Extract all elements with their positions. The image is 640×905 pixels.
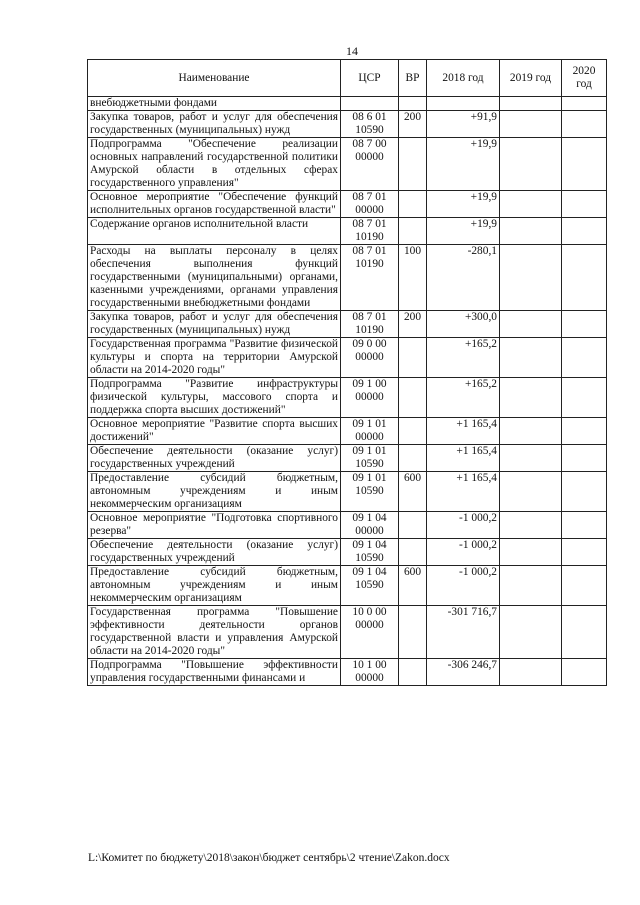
cell-name: Подпрограмма "Повышение эффективности управления государственными финансами и [88, 659, 341, 686]
cell-csr: 09 1 01 10590 [341, 472, 399, 512]
cell-csr: 08 7 00 00000 [341, 138, 399, 191]
cell-y2018: -1 000,2 [427, 566, 500, 606]
cell-vr [399, 606, 427, 659]
cell-y2018: -306 246,7 [427, 659, 500, 686]
table-row [88, 338, 607, 378]
cell-csr: 09 1 04 00000 [341, 512, 399, 539]
cell-vr: 600 [399, 566, 427, 606]
cell-y2018: +1 165,4 [427, 418, 500, 445]
cell-y2019 [500, 138, 562, 191]
footer-file-path: L:\Комитет по бюджету\2018\закон\бюджет сентябрь\2 чтение\Zakon.docx [88, 852, 450, 864]
header-name: Наименование [88, 60, 341, 97]
cell-name: Подпрограмма "Обеспечение реализации основных направлений государственной политики Амурской области в отдельных сферах государственного управления" [88, 138, 341, 191]
table-row [88, 378, 607, 418]
cell-y2020 [562, 539, 607, 566]
cell-name: внебюджетными фондами [88, 97, 341, 111]
cell-vr [399, 418, 427, 445]
cell-name: Расходы на выплаты персоналу в целях обеспечения выполнения функций государственными (муниципальными) органами, казенными учреждениями, органами управления государственными внебюджетными фондами [88, 245, 341, 311]
cell-y2019 [500, 191, 562, 218]
cell-csr: 08 7 01 10190 [341, 245, 399, 311]
header-vr: ВР [399, 60, 427, 97]
cell-y2020 [562, 97, 607, 111]
cell-name: Предоставление субсидий бюджетным, автономным учреждениям и иным некоммерческим организациям [88, 566, 341, 606]
cell-y2018: +165,2 [427, 378, 500, 418]
cell-vr [399, 97, 427, 111]
table-row [88, 111, 607, 138]
cell-csr: 09 1 00 00000 [341, 378, 399, 418]
cell-csr: 08 7 01 10190 [341, 218, 399, 245]
cell-vr [399, 218, 427, 245]
cell-name: Содержание органов исполнительной власти [88, 218, 341, 245]
cell-vr: 200 [399, 311, 427, 338]
cell-vr: 600 [399, 472, 427, 512]
cell-name: Государственная программа "Развитие физической культуры и спорта на территории Амурской области на 2014-2020 годы" [88, 338, 341, 378]
cell-y2020 [562, 512, 607, 539]
cell-name: Основное мероприятие "Обеспечение функций исполнительных органов государственной власти" [88, 191, 341, 218]
cell-y2018: -1 000,2 [427, 539, 500, 566]
table-header-row [88, 60, 607, 97]
cell-name: Закупка товаров, работ и услуг для обеспечения государственных (муниципальных) нужд [88, 111, 341, 138]
cell-y2020 [562, 218, 607, 245]
cell-name: Основное мероприятие "Развитие спорта высших достижений" [88, 418, 341, 445]
cell-y2020 [562, 566, 607, 606]
cell-name: Государственная программа "Повышение эффективности деятельности органов государственной власти и управления Амурской области на 2014-2020 годы" [88, 606, 341, 659]
cell-csr: 09 1 01 00000 [341, 418, 399, 445]
cell-name: Основное мероприятие "Подготовка спортивного резерва" [88, 512, 341, 539]
cell-name: Закупка товаров, работ и услуг для обеспечения государственных (муниципальных) нужд [88, 311, 341, 338]
table-row [88, 472, 607, 512]
cell-csr: 09 1 01 10590 [341, 445, 399, 472]
header-2018: 2018 год [427, 60, 500, 97]
cell-y2020 [562, 191, 607, 218]
cell-vr [399, 512, 427, 539]
cell-y2018: +1 165,4 [427, 472, 500, 512]
cell-name: Подпрограмма "Развитие инфраструктуры физической культуры, массового спорта и поддержка спорта высших достижений" [88, 378, 341, 418]
cell-y2020 [562, 445, 607, 472]
cell-y2020 [562, 111, 607, 138]
cell-y2020 [562, 378, 607, 418]
table-row [88, 445, 607, 472]
table-row [88, 659, 607, 686]
cell-name: Обеспечение деятельности (оказание услуг) государственных учреждений [88, 445, 341, 472]
cell-name: Обеспечение деятельности (оказание услуг) государственных учреждений [88, 539, 341, 566]
cell-y2020 [562, 138, 607, 191]
cell-csr: 08 7 01 00000 [341, 191, 399, 218]
table-row [88, 138, 607, 191]
header-2019: 2019 год [500, 60, 562, 97]
cell-vr [399, 539, 427, 566]
table-row [88, 191, 607, 218]
cell-vr [399, 191, 427, 218]
cell-y2019 [500, 606, 562, 659]
cell-y2020 [562, 606, 607, 659]
cell-y2018: -1 000,2 [427, 512, 500, 539]
table-row [88, 311, 607, 338]
cell-csr: 10 1 00 00000 [341, 659, 399, 686]
header-csr: ЦСР [341, 60, 399, 97]
cell-y2020 [562, 311, 607, 338]
cell-y2019 [500, 539, 562, 566]
cell-y2019 [500, 97, 562, 111]
cell-y2018: +1 165,4 [427, 445, 500, 472]
cell-vr [399, 659, 427, 686]
table-row [88, 566, 607, 606]
cell-y2020 [562, 245, 607, 311]
cell-y2019 [500, 378, 562, 418]
cell-csr: 08 7 01 10190 [341, 311, 399, 338]
cell-vr: 100 [399, 245, 427, 311]
budget-table [87, 59, 607, 686]
cell-y2018: -301 716,7 [427, 606, 500, 659]
cell-y2018: +19,9 [427, 138, 500, 191]
table-row [88, 97, 607, 111]
cell-y2019 [500, 338, 562, 378]
cell-y2019 [500, 659, 562, 686]
cell-vr [399, 138, 427, 191]
cell-y2018: +91,9 [427, 111, 500, 138]
cell-vr [399, 338, 427, 378]
table-row [88, 245, 607, 311]
cell-csr: 09 1 04 10590 [341, 566, 399, 606]
cell-y2019 [500, 311, 562, 338]
cell-vr: 200 [399, 111, 427, 138]
cell-vr [399, 378, 427, 418]
cell-csr: 08 6 01 10590 [341, 111, 399, 138]
cell-y2019 [500, 245, 562, 311]
cell-csr: 09 1 04 10590 [341, 539, 399, 566]
cell-y2018: +165,2 [427, 338, 500, 378]
page-number: 14 [346, 44, 358, 58]
cell-y2020 [562, 659, 607, 686]
cell-y2019 [500, 512, 562, 539]
cell-y2018: +19,9 [427, 191, 500, 218]
table-row [88, 418, 607, 445]
cell-y2018: +300,0 [427, 311, 500, 338]
table-row [88, 606, 607, 659]
cell-y2018 [427, 97, 500, 111]
cell-y2020 [562, 472, 607, 512]
cell-y2019 [500, 472, 562, 512]
table-row [88, 218, 607, 245]
header-2020: 2020 год [562, 60, 607, 97]
cell-name: Предоставление субсидий бюджетным, автономным учреждениям и иным некоммерческим организациям [88, 472, 341, 512]
cell-y2019 [500, 111, 562, 138]
cell-csr: 10 0 00 00000 [341, 606, 399, 659]
cell-vr [399, 445, 427, 472]
cell-csr: 09 0 00 00000 [341, 338, 399, 378]
table-row [88, 512, 607, 539]
cell-y2019 [500, 418, 562, 445]
cell-y2019 [500, 445, 562, 472]
cell-y2019 [500, 218, 562, 245]
cell-csr [341, 97, 399, 111]
cell-y2020 [562, 418, 607, 445]
cell-y2020 [562, 338, 607, 378]
cell-y2019 [500, 566, 562, 606]
cell-y2018: +19,9 [427, 218, 500, 245]
table-row [88, 539, 607, 566]
cell-y2018: -280,1 [427, 245, 500, 311]
